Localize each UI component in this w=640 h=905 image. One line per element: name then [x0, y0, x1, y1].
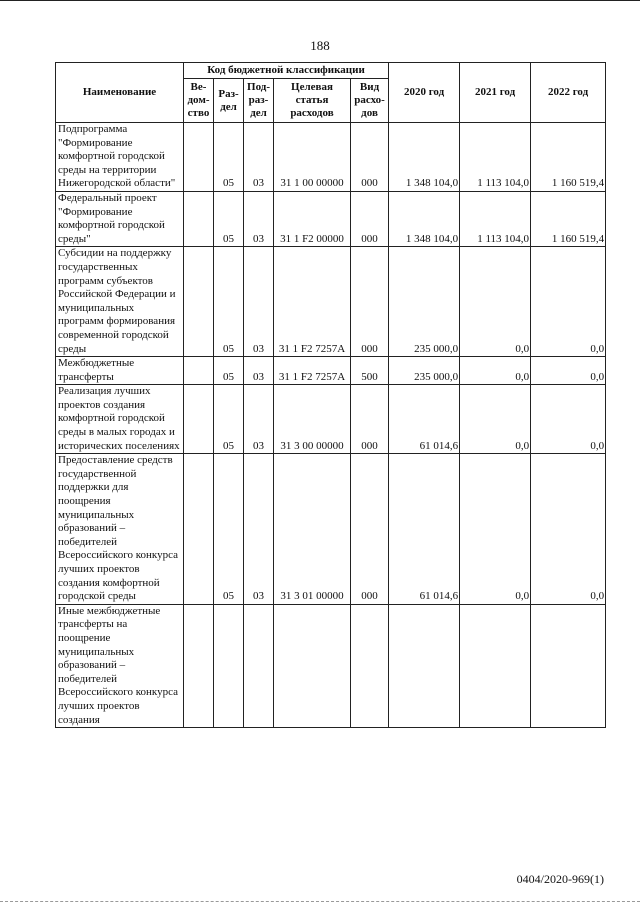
row-amount-2021: 0,0 [460, 247, 531, 357]
row-amount-2022: 0,0 [531, 385, 606, 454]
row-razdel: 05 [214, 385, 244, 454]
row-podrazdel: 03 [244, 454, 274, 605]
row-target-article: 31 1 00 00000 [274, 123, 351, 192]
header-ved: Ве-дом-ство [184, 79, 214, 123]
row-target-article: 31 1 F2 7257A [274, 357, 351, 385]
row-target-article [274, 604, 351, 727]
row-podrazdel [244, 604, 274, 727]
row-podrazdel: 03 [244, 191, 274, 246]
row-razdel: 05 [214, 454, 244, 605]
row-amount-2020: 1 348 104,0 [389, 123, 460, 192]
row-amount-2020: 1 348 104,0 [389, 191, 460, 246]
row-amount-2021: 1 113 104,0 [460, 191, 531, 246]
header-name: Наименование [56, 63, 184, 123]
row-name: Подпрограмма "Формирование комфортной городской среды на территории Нижегородской области" [56, 123, 184, 192]
row-podrazdel: 03 [244, 123, 274, 192]
row-amount-2020: 61 014,6 [389, 385, 460, 454]
header-podrazdel: Под-раз-дел [244, 79, 274, 123]
table-row [56, 604, 606, 727]
row-razdel: 05 [214, 247, 244, 357]
header-target-article: Целевая статья расходов [274, 79, 351, 123]
row-amount-2022: 1 160 519,4 [531, 123, 606, 192]
row-amount-2021: 0,0 [460, 357, 531, 385]
row-amount-2022: 0,0 [531, 357, 606, 385]
row-amount-2022: 0,0 [531, 454, 606, 605]
header-year-2022: 2022 год [531, 63, 606, 123]
header-razdel: Раз-дел [214, 79, 244, 123]
header-expense-type: Вид расхо-дов [351, 79, 389, 123]
row-target-article: 31 1 F2 7257A [274, 247, 351, 357]
document-footer-code: 0404/2020-969(1) [516, 872, 604, 886]
row-target-article: 31 1 F2 00000 [274, 191, 351, 246]
row-ved [184, 604, 214, 727]
row-podrazdel: 03 [244, 357, 274, 385]
row-amount-2022 [531, 604, 606, 727]
row-amount-2020 [389, 604, 460, 727]
header-row-1 [56, 63, 606, 79]
budget-table [55, 62, 606, 728]
row-ved [184, 191, 214, 246]
row-amount-2020: 61 014,6 [389, 454, 460, 605]
row-expense-type: 000 [351, 247, 389, 357]
row-target-article: 31 3 01 00000 [274, 454, 351, 605]
table-row [56, 191, 606, 246]
table-row [56, 357, 606, 385]
top-border-line [0, 0, 640, 1]
row-amount-2021: 1 113 104,0 [460, 123, 531, 192]
row-expense-type: 000 [351, 454, 389, 605]
row-ved [184, 123, 214, 192]
row-ved [184, 247, 214, 357]
row-name: Реализация лучших проектов создания комфортной городской среды в малых городах и исторических поселениях [56, 385, 184, 454]
page-number: 188 [310, 38, 330, 53]
row-expense-type: 000 [351, 191, 389, 246]
row-amount-2022: 1 160 519,4 [531, 191, 606, 246]
table-row [56, 123, 606, 192]
header-budget-classification: Код бюджетной классификации [184, 63, 389, 79]
row-expense-type: 500 [351, 357, 389, 385]
row-razdel: 05 [214, 357, 244, 385]
table-row [56, 385, 606, 454]
row-name: Федеральный проект "Формирование комфортной городской среды" [56, 191, 184, 246]
row-name: Межбюджетные трансферты [56, 357, 184, 385]
row-razdel: 05 [214, 191, 244, 246]
row-name: Иные межбюджетные трансферты на поощрение муниципальных образований – победителей Всероссийского конкурса лучших проектов создания [56, 604, 184, 727]
table-row [56, 247, 606, 357]
bottom-edge-line [0, 901, 640, 902]
row-amount-2021 [460, 604, 531, 727]
header-year-2020: 2020 год [389, 63, 460, 123]
row-expense-type [351, 604, 389, 727]
row-amount-2021: 0,0 [460, 454, 531, 605]
row-podrazdel: 03 [244, 247, 274, 357]
header-year-2021: 2021 год [460, 63, 531, 123]
row-name: Субсидии на поддержку государственных программ субъектов Российской Федерации и муниципальных программ формирования современной городской среды [56, 247, 184, 357]
row-razdel: 05 [214, 123, 244, 192]
row-name: Предоставление средств государственной поддержки для поощрения муниципальных образований – победителей Всероссийского конкурса лучших проектов создания комфортной городской среды [56, 454, 184, 605]
row-amount-2022: 0,0 [531, 247, 606, 357]
table-row [56, 454, 606, 605]
row-razdel [214, 604, 244, 727]
row-podrazdel: 03 [244, 385, 274, 454]
row-expense-type: 000 [351, 123, 389, 192]
row-expense-type: 000 [351, 385, 389, 454]
row-amount-2021: 0,0 [460, 385, 531, 454]
row-amount-2020: 235 000,0 [389, 357, 460, 385]
row-ved [184, 385, 214, 454]
row-ved [184, 454, 214, 605]
row-ved [184, 357, 214, 385]
row-target-article: 31 3 00 00000 [274, 385, 351, 454]
row-amount-2020: 235 000,0 [389, 247, 460, 357]
